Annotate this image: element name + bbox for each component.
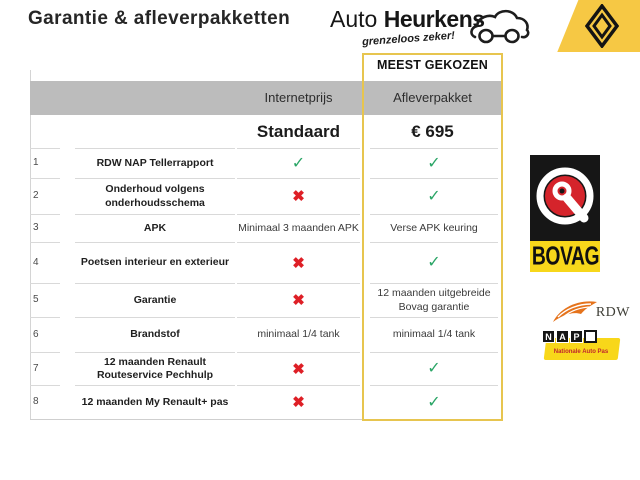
table-row bbox=[30, 242, 503, 283]
nap-letter-squares bbox=[542, 330, 597, 343]
renault-diamond-icon bbox=[585, 4, 619, 48]
row-number: 1 bbox=[30, 148, 60, 178]
price-afleverpakket: € 695 bbox=[411, 122, 454, 141]
aflever-value bbox=[370, 242, 498, 283]
table-bottom-border bbox=[30, 419, 503, 420]
aflever-value bbox=[370, 385, 498, 419]
table-row bbox=[30, 317, 503, 352]
table-row bbox=[30, 178, 503, 214]
bovag-emblem-icon bbox=[530, 155, 600, 241]
bovag-wordmark: BOVAG bbox=[531, 241, 599, 271]
internet-value bbox=[237, 352, 360, 385]
feature-label: APK bbox=[75, 214, 235, 242]
feature-label: Poetsen interieur en exterieur bbox=[75, 242, 235, 283]
table-row bbox=[30, 283, 503, 317]
column-header-afleverpakket: Afleverpakket bbox=[393, 90, 472, 105]
aflever-value bbox=[370, 148, 498, 178]
internet-value: Minimaal 3 maanden APK bbox=[237, 214, 360, 242]
aflever-value bbox=[370, 352, 498, 385]
feature-label: Garantie bbox=[75, 283, 235, 317]
feature-label: 12 maanden Renault Routeservice Pechhulp bbox=[75, 352, 235, 385]
cross-icon: ✖ bbox=[292, 360, 305, 378]
table-row bbox=[30, 214, 503, 242]
internet-value bbox=[237, 148, 360, 178]
nap-letter: P bbox=[570, 330, 583, 343]
check-icon: ✓ bbox=[291, 154, 306, 172]
internet-value bbox=[237, 385, 360, 419]
rdw-logo bbox=[552, 296, 630, 324]
row-number: 7 bbox=[30, 352, 60, 385]
internet-value: minimaal 1/4 tank bbox=[237, 317, 360, 352]
row-number: 4 bbox=[30, 242, 60, 283]
row-number: 8 bbox=[30, 385, 60, 419]
check-icon: ✓ bbox=[427, 254, 441, 271]
check-icon: ✓ bbox=[427, 154, 441, 172]
cross-icon: ✖ bbox=[292, 292, 305, 309]
rdw-swoosh-icon bbox=[552, 298, 598, 324]
price-internetprijs: Standaard bbox=[256, 122, 341, 141]
meest-gekozen-badge: MEEST GEKOZEN bbox=[377, 58, 488, 72]
aflever-value bbox=[370, 178, 498, 214]
table-header-band bbox=[30, 81, 503, 115]
table-row bbox=[30, 352, 503, 385]
table-row bbox=[30, 385, 503, 419]
aflever-value: 12 maanden uitgebreide Bovag garantie bbox=[370, 283, 498, 317]
cross-icon: ✖ bbox=[292, 188, 305, 205]
check-icon: ✓ bbox=[427, 360, 441, 377]
brand-name-bold: Heurkens bbox=[383, 6, 485, 32]
internet-value bbox=[237, 178, 360, 214]
car-doodle-icon bbox=[468, 5, 532, 56]
row-number: 3 bbox=[30, 214, 60, 242]
row-number: 2 bbox=[30, 178, 60, 214]
nap-letter: N bbox=[542, 330, 555, 343]
internet-value bbox=[237, 283, 360, 317]
page-title: Garantie & afleverpakketten bbox=[28, 8, 291, 29]
feature-label: RDW NAP Tellerrapport bbox=[75, 148, 235, 178]
row-number: 5 bbox=[30, 283, 60, 317]
table-body bbox=[30, 148, 503, 419]
nap-empty-square bbox=[584, 330, 597, 343]
row-number: 6 bbox=[30, 317, 60, 352]
aflever-value: Verse APK keuring bbox=[370, 214, 498, 242]
cross-icon: ✖ bbox=[292, 394, 305, 411]
bovag-logo bbox=[530, 155, 600, 273]
nap-letter: A bbox=[556, 330, 569, 343]
feature-label: Brandstof bbox=[75, 317, 235, 352]
brand-name-light: Auto bbox=[330, 6, 378, 32]
nap-logo bbox=[540, 330, 624, 366]
renault-logo bbox=[552, 0, 640, 52]
nap-caption: Nationale Auto Pas bbox=[553, 349, 609, 355]
internet-value bbox=[237, 242, 360, 283]
check-icon: ✓ bbox=[427, 393, 441, 411]
aflever-value: minimaal 1/4 tank bbox=[370, 317, 498, 352]
feature-label: 12 maanden My Renault+ pas bbox=[75, 385, 235, 419]
feature-label: Onderhoud volgens onderhoudsschema bbox=[75, 178, 235, 214]
column-header-internetprijs: Internetprijs bbox=[264, 90, 333, 105]
check-icon: ✓ bbox=[427, 187, 441, 205]
rdw-wordmark: RDW bbox=[595, 305, 630, 320]
table-row bbox=[30, 148, 503, 178]
brand-tagline: grenzeloos zeker! bbox=[361, 29, 456, 49]
cross-icon: ✖ bbox=[292, 254, 305, 272]
